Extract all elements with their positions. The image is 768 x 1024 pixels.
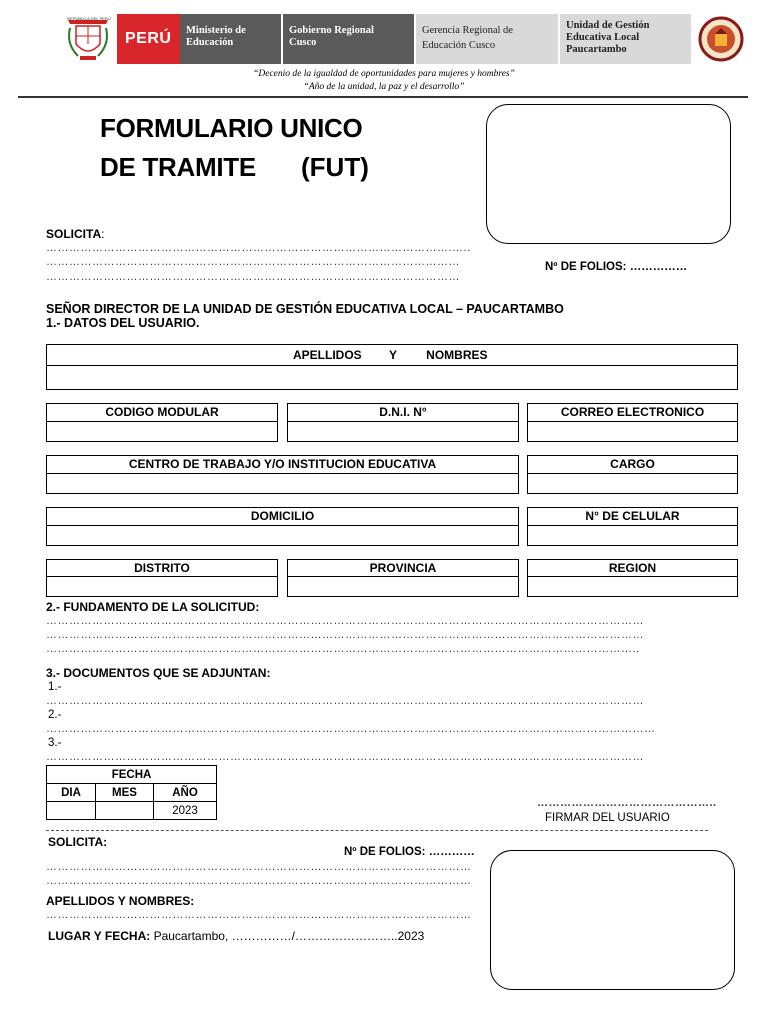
- correo-box: [527, 403, 738, 442]
- cargo-box: [527, 455, 738, 494]
- gerencia-line1: Gerencia Regional de: [422, 25, 513, 36]
- document-item-3-line[interactable]: …………………………………………………………………………………………………………………………………………: [46, 751, 644, 763]
- ministerio-line1: Ministerio de: [186, 25, 246, 36]
- stub-solicita-line-2[interactable]: …………………………………………………………………………………………………: [46, 875, 472, 887]
- correo-header: CORREO ELECTRONICO: [528, 404, 737, 422]
- codigo-modular-header: CODIGO MODULAR: [47, 404, 277, 422]
- stub-apellidos-label: APELLIDOS Y NOMBRES:: [46, 894, 195, 908]
- centro-trabajo-box: [46, 455, 519, 494]
- apellidos-nombres-field[interactable]: [47, 366, 737, 389]
- solicita-label-text: SOLICITA: [46, 227, 102, 241]
- dni-header: D.N.I. N°: [288, 404, 518, 422]
- distrito-box: [46, 559, 278, 597]
- form-title-line2: DE TRAMITE: [100, 152, 256, 182]
- dni-field[interactable]: [288, 422, 518, 438]
- stub-lugar-label: LUGAR Y FECHA:: [48, 929, 151, 943]
- domicilio-box: [46, 507, 519, 546]
- apellidos-nombres-box: [46, 344, 738, 390]
- reception-stamp-box: [486, 104, 731, 244]
- apellidos-nombres-header: [47, 345, 737, 366]
- provincia-field[interactable]: [288, 577, 518, 592]
- centro-trabajo-header: CENTRO DE TRABAJO Y/O INSTITUCION EDUCATIVA: [47, 456, 518, 474]
- fecha-title: FECHA: [47, 766, 217, 784]
- fecha-anio-cell[interactable]: 2023: [154, 802, 217, 820]
- codigo-modular-box: [46, 403, 278, 442]
- peru-shield-logo: [62, 14, 114, 64]
- header-divider: [18, 96, 748, 98]
- ugel-line2: Educativa Local: [566, 32, 640, 43]
- ministerio-banner: [180, 14, 281, 64]
- apellidos-label: APELLIDOS: [293, 348, 362, 362]
- gerencia-banner: [416, 14, 558, 64]
- celular-box: [527, 507, 738, 546]
- solicita-line-3[interactable]: ………………………………………………………………………………………………: [46, 271, 460, 283]
- y-label: Y: [389, 348, 397, 362]
- gobierno-banner: [283, 14, 414, 64]
- gobierno-line1: Gobierno Regional: [289, 25, 374, 36]
- fecha-mes-header: MES: [96, 784, 154, 802]
- cargo-header: CARGO: [528, 456, 737, 474]
- cut-line: [46, 830, 708, 831]
- solicita-line-2[interactable]: ………………………………………………………………………………………………: [46, 256, 460, 268]
- solicita-label: [46, 227, 104, 241]
- fecha-table: [46, 765, 217, 820]
- firma-line[interactable]: ………………………………………..: [537, 797, 717, 809]
- domicilio-header: DOMICILIO: [47, 508, 518, 526]
- fundamento-line-3[interactable]: ………………………………………………………………………………………………………………………………………..: [46, 643, 640, 655]
- codigo-modular-field[interactable]: [47, 422, 277, 438]
- stub-apellidos-line[interactable]: …………………………………………………………………………………………………: [46, 909, 472, 921]
- nombres-label: NOMBRES: [426, 348, 488, 362]
- ministerio-line2: Educación: [186, 37, 234, 48]
- fundamento-line-1[interactable]: …………………………………………………………………………………………………………………………………………: [46, 615, 644, 627]
- stub-folios-label[interactable]: Nº DE FOLIOS: …………: [344, 846, 475, 858]
- fundamento-line-2[interactable]: …………………………………………………………………………………………………………………………………………: [46, 629, 644, 641]
- centro-trabajo-field[interactable]: [47, 474, 518, 490]
- ugel-seal-logo: [698, 14, 744, 64]
- stub-lugar-value[interactable]: Paucartambo, ……………/……………………..2023: [153, 929, 425, 943]
- section-1-title: 1.- DATOS DEL USUARIO.: [46, 316, 200, 330]
- solicita-line-1[interactable]: …………………………………………………………………………………………….…..: [46, 242, 471, 254]
- fecha-mes-cell[interactable]: [96, 802, 154, 820]
- distrito-header: DISTRITO: [47, 560, 277, 577]
- document-item-2-line[interactable]: ……………………………………………………………………………………………………………………………………………: [46, 723, 656, 735]
- ugel-banner: [560, 14, 691, 64]
- gerencia-line2: Educación Cusco: [422, 40, 496, 51]
- ugel-line3: Paucartambo: [566, 44, 627, 55]
- motto-line-1: “Decenio de la igualdad de oportunidades para mujeres y hombres”: [253, 69, 515, 79]
- distrito-field[interactable]: [47, 577, 277, 592]
- document-item-3-number: 3.-: [48, 737, 62, 749]
- document-item-1-line[interactable]: …………………………………………………………………………………………………………………………………………: [46, 695, 644, 707]
- fecha-anio-header: AÑO: [154, 784, 217, 802]
- fecha-dia-cell[interactable]: [47, 802, 96, 820]
- fecha-dia-header: DIA: [47, 784, 96, 802]
- dni-box: [287, 403, 519, 442]
- celular-field[interactable]: [528, 526, 737, 542]
- region-box: [527, 559, 738, 597]
- ugel-line1: Unidad de Gestión: [566, 20, 650, 31]
- firma-label: FIRMAR DEL USUARIO: [545, 812, 670, 824]
- peru-shield-label: REPÚBLICA DEL PERÚ: [67, 16, 111, 21]
- cargo-field[interactable]: [528, 474, 737, 490]
- solicita-colon: :: [101, 227, 105, 241]
- form-title-line1: FORMULARIO UNICO: [100, 113, 363, 143]
- domicilio-field[interactable]: [47, 526, 518, 542]
- section-3-title: 3.- DOCUMENTOS QUE SE ADJUNTAN:: [46, 666, 271, 680]
- stub-solicita-label: SOLICITA:: [48, 835, 108, 849]
- peru-label: PERÚ: [125, 30, 172, 47]
- section-2-title: 2.- FUNDAMENTO DE LA SOLICITUD:: [46, 600, 260, 614]
- gobierno-line2: Cusco: [289, 37, 317, 48]
- stub-lugar-fecha: [48, 929, 424, 943]
- form-title-fut: (FUT): [301, 152, 369, 182]
- region-field[interactable]: [528, 577, 737, 592]
- provincia-box: [287, 559, 519, 597]
- document-item-2-number: 2.-: [48, 709, 62, 721]
- stub-solicita-line-1[interactable]: …………………………………………………………………………………………………: [46, 861, 472, 873]
- region-header: REGION: [528, 560, 737, 577]
- peru-logo-block: [117, 14, 180, 64]
- folios-label[interactable]: Nº DE FOLIOS: ……………: [545, 261, 688, 273]
- stub-stamp-box: [490, 850, 735, 990]
- motto-line-2: “Año de la unidad, la paz y el desarrollo”: [303, 82, 465, 92]
- celular-header: N° DE CELULAR: [528, 508, 737, 526]
- provincia-header: PROVINCIA: [288, 560, 518, 577]
- document-item-1-number: 1.-: [48, 681, 62, 693]
- intro-text: SEÑOR DIRECTOR DE LA UNIDAD DE GESTIÓN EDUCATIVA LOCAL – PAUCARTAMBO: [46, 302, 564, 316]
- correo-field[interactable]: [528, 422, 737, 438]
